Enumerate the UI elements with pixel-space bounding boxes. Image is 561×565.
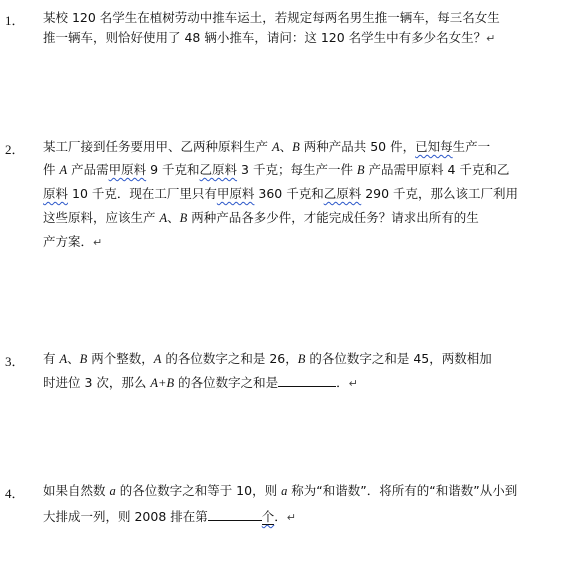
text: 产品需甲原料 4 千克和乙 <box>364 162 510 177</box>
problem-text-line <box>43 210 479 226</box>
text: 生产一 <box>452 139 491 154</box>
variable-A: A <box>59 352 68 366</box>
variable-A: A <box>153 352 162 366</box>
text: 两种产品各多少件，才能完成任务？请求出所有的生 <box>187 210 479 225</box>
problem-text-line <box>43 234 102 251</box>
text: 3 千克；每生产一件 <box>237 162 357 177</box>
text: 、 <box>279 139 293 154</box>
text: 有 <box>43 351 60 366</box>
text: 360 千克和 <box>254 186 324 201</box>
text: 10 千克．现在工厂里只有 <box>68 186 217 201</box>
problem-number: 1． <box>5 13 25 28</box>
variable-A: A <box>271 140 280 154</box>
text: 的各位数字之和是 45，两数相加 <box>305 351 492 366</box>
text: 推一辆车，则恰好使用了 48 辆小推车，请问：这 120 名学生中有多少名女生？ <box>43 30 487 45</box>
text: 产品需 <box>67 162 109 177</box>
variable-a: a <box>109 484 116 498</box>
variable-A: A <box>59 163 68 177</box>
variable-B: B <box>292 140 300 154</box>
text: 大排成一列，则 2008 排在第 <box>43 509 208 524</box>
text: 两种产品共 50 件， <box>299 139 416 154</box>
problem-text-line <box>43 30 495 47</box>
problem-number: 3． <box>5 354 25 369</box>
problem-text-line <box>43 508 296 526</box>
spellcheck-text: 个 <box>261 509 275 524</box>
problem-text-line <box>43 351 492 367</box>
problem-text-line <box>43 374 358 392</box>
spellcheck-text: 原料 <box>43 186 69 201</box>
text: 这些原料，应该生产 <box>43 210 160 225</box>
variable-B: B <box>79 352 88 366</box>
expression-a-plus-b: A+B <box>150 376 175 390</box>
text: ． <box>274 509 287 524</box>
problem-number: 4． <box>5 486 25 501</box>
problem-text-line <box>43 162 509 178</box>
text: 、 <box>167 210 180 225</box>
problem-text-line <box>43 483 517 499</box>
variable-B: B <box>179 211 188 225</box>
text: 件 <box>43 162 60 177</box>
variable-B: B <box>297 352 306 366</box>
text: 时进位 3 次，那么 <box>43 375 151 390</box>
text: 产方案． <box>43 234 94 249</box>
variable-a: a <box>281 484 288 498</box>
spellcheck-text: 乙原料 <box>199 162 238 177</box>
paragraph-mark: ↵ <box>286 511 297 524</box>
text: 的各位数字之和是 <box>174 375 279 390</box>
problem-text-line <box>43 186 518 202</box>
problem-text-line <box>43 139 490 155</box>
text: 的各位数字之和等于 10，则 <box>115 483 282 498</box>
problem-text-line: 某校 120 名学生在植树劳动中推车运土，若规定每两名男生推一辆车，每三名女生 <box>43 10 500 25</box>
text: 某工厂接到任务要用甲、乙两种原料生产 <box>43 139 272 154</box>
text: 9 千克和 <box>146 162 200 177</box>
text: 两个整数， <box>87 351 154 366</box>
spellcheck-text: 甲原料 <box>216 186 255 201</box>
variable-B: B <box>356 163 365 177</box>
variable-A: A <box>159 211 168 225</box>
text: ． <box>336 375 349 390</box>
paragraph-mark: ↵ <box>93 236 103 249</box>
spellcheck-text: 乙原料 <box>323 186 362 201</box>
paragraph-mark: ↵ <box>348 377 358 390</box>
answer-blank[interactable] <box>208 508 262 521</box>
text: 、 <box>67 351 80 366</box>
spellcheck-text: 已知每 <box>415 139 453 154</box>
paragraph-mark: ↵ <box>486 32 496 45</box>
text: 如果自然数 <box>43 483 110 498</box>
text: 称为“和谐数”．将所有的“和谐数”从小到 <box>287 483 518 498</box>
answer-blank[interactable] <box>278 374 336 387</box>
spellcheck-text: 甲原料 <box>108 162 147 177</box>
text: 290 千克，那么该工厂利用 <box>361 186 519 201</box>
text: 的各位数字之和是 26， <box>161 351 298 366</box>
problem-number: 2． <box>5 142 25 157</box>
